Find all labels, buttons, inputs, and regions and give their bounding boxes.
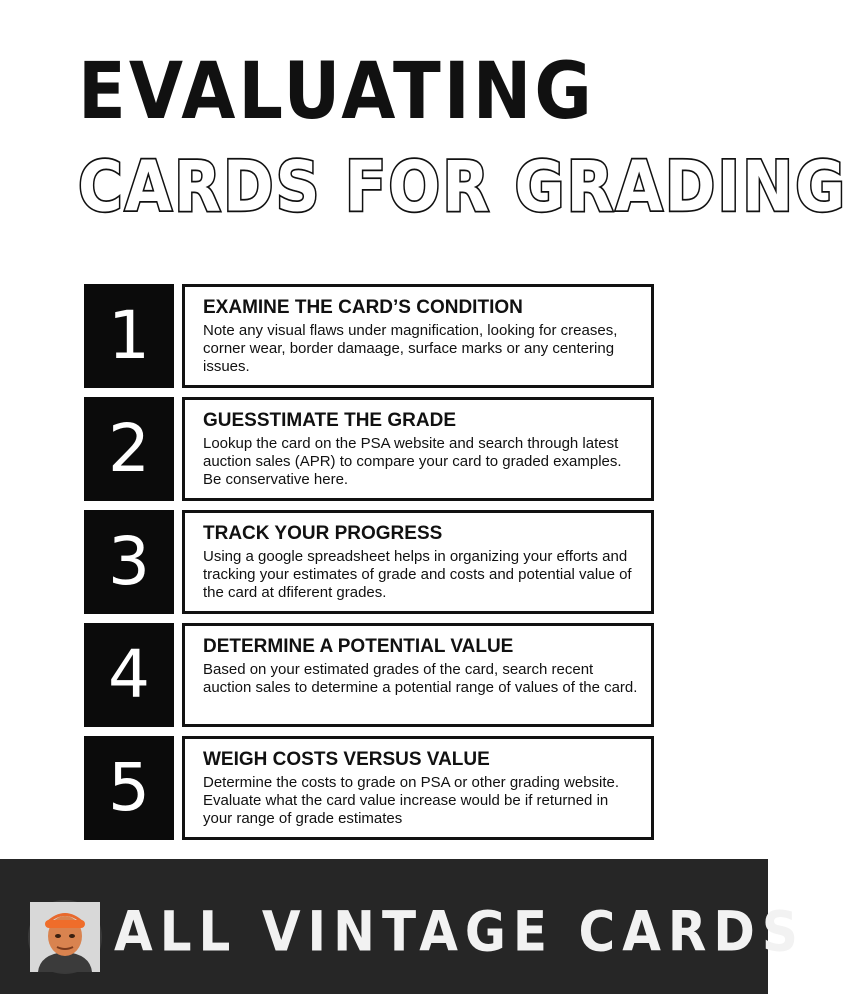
step-number-box — [84, 736, 174, 840]
brand-name: ALL VINTAGE CARDS — [114, 900, 805, 964]
title-line-cards-for-grading: CARDS FOR GRADING — [78, 146, 847, 228]
step-item — [84, 736, 654, 840]
step-text-box — [182, 397, 654, 501]
step-number-box — [84, 397, 174, 501]
step-text-box — [182, 284, 654, 388]
step-description: Note any visual flaws under magnification, looking for creases, corner wear, border damaage, surface marks or any centering issues. — [203, 322, 618, 375]
step-title: GUESSTIMATE THE GRADE — [203, 410, 456, 431]
step-description: Based on your estimated grades of the card, search recent auction sales to determine a potential range of values of the card. — [203, 661, 638, 696]
page-title — [78, 42, 847, 228]
step-text-box — [182, 623, 654, 727]
step-item — [84, 397, 654, 501]
step-description: Lookup the card on the PSA website and search through latest auction sales (APR) to compare your card to graded examples. Be conservative here. — [203, 435, 622, 488]
step-title: TRACK YOUR PROGRESS — [203, 523, 443, 544]
step-number: 2 — [108, 410, 150, 487]
step-text-box — [182, 510, 654, 614]
step-title: DETERMINE A POTENTIAL VALUE — [203, 636, 514, 657]
step-text-box — [182, 736, 654, 840]
step-title: WEIGH COSTS VERSUS VALUE — [203, 749, 490, 770]
step-item — [84, 284, 654, 388]
step-number-box — [84, 623, 174, 727]
step-title: EXAMINE THE CARD’S CONDITION — [203, 297, 523, 318]
step-description: Using a google spreadsheet helps in organizing your efforts and tracking your estimates of grade and costs and potential value of the card at dfiferent grades. — [203, 548, 632, 601]
step-description: Determine the costs to grade on PSA or other grading website. Evaluate what the card value increase would be if returned in your range of grade estimates — [203, 774, 620, 827]
step-item — [84, 623, 654, 727]
step-item — [84, 510, 654, 614]
footer-banner — [0, 859, 805, 994]
step-number: 5 — [108, 749, 150, 826]
step-number: 4 — [108, 636, 150, 713]
step-number: 3 — [108, 523, 150, 600]
step-number-box — [84, 284, 174, 388]
step-number: 1 — [108, 297, 150, 374]
title-line-evaluating: EVALUATING — [78, 45, 595, 138]
step-number-box — [84, 510, 174, 614]
steps-list — [84, 284, 654, 849]
person-avatar-icon — [28, 900, 102, 974]
